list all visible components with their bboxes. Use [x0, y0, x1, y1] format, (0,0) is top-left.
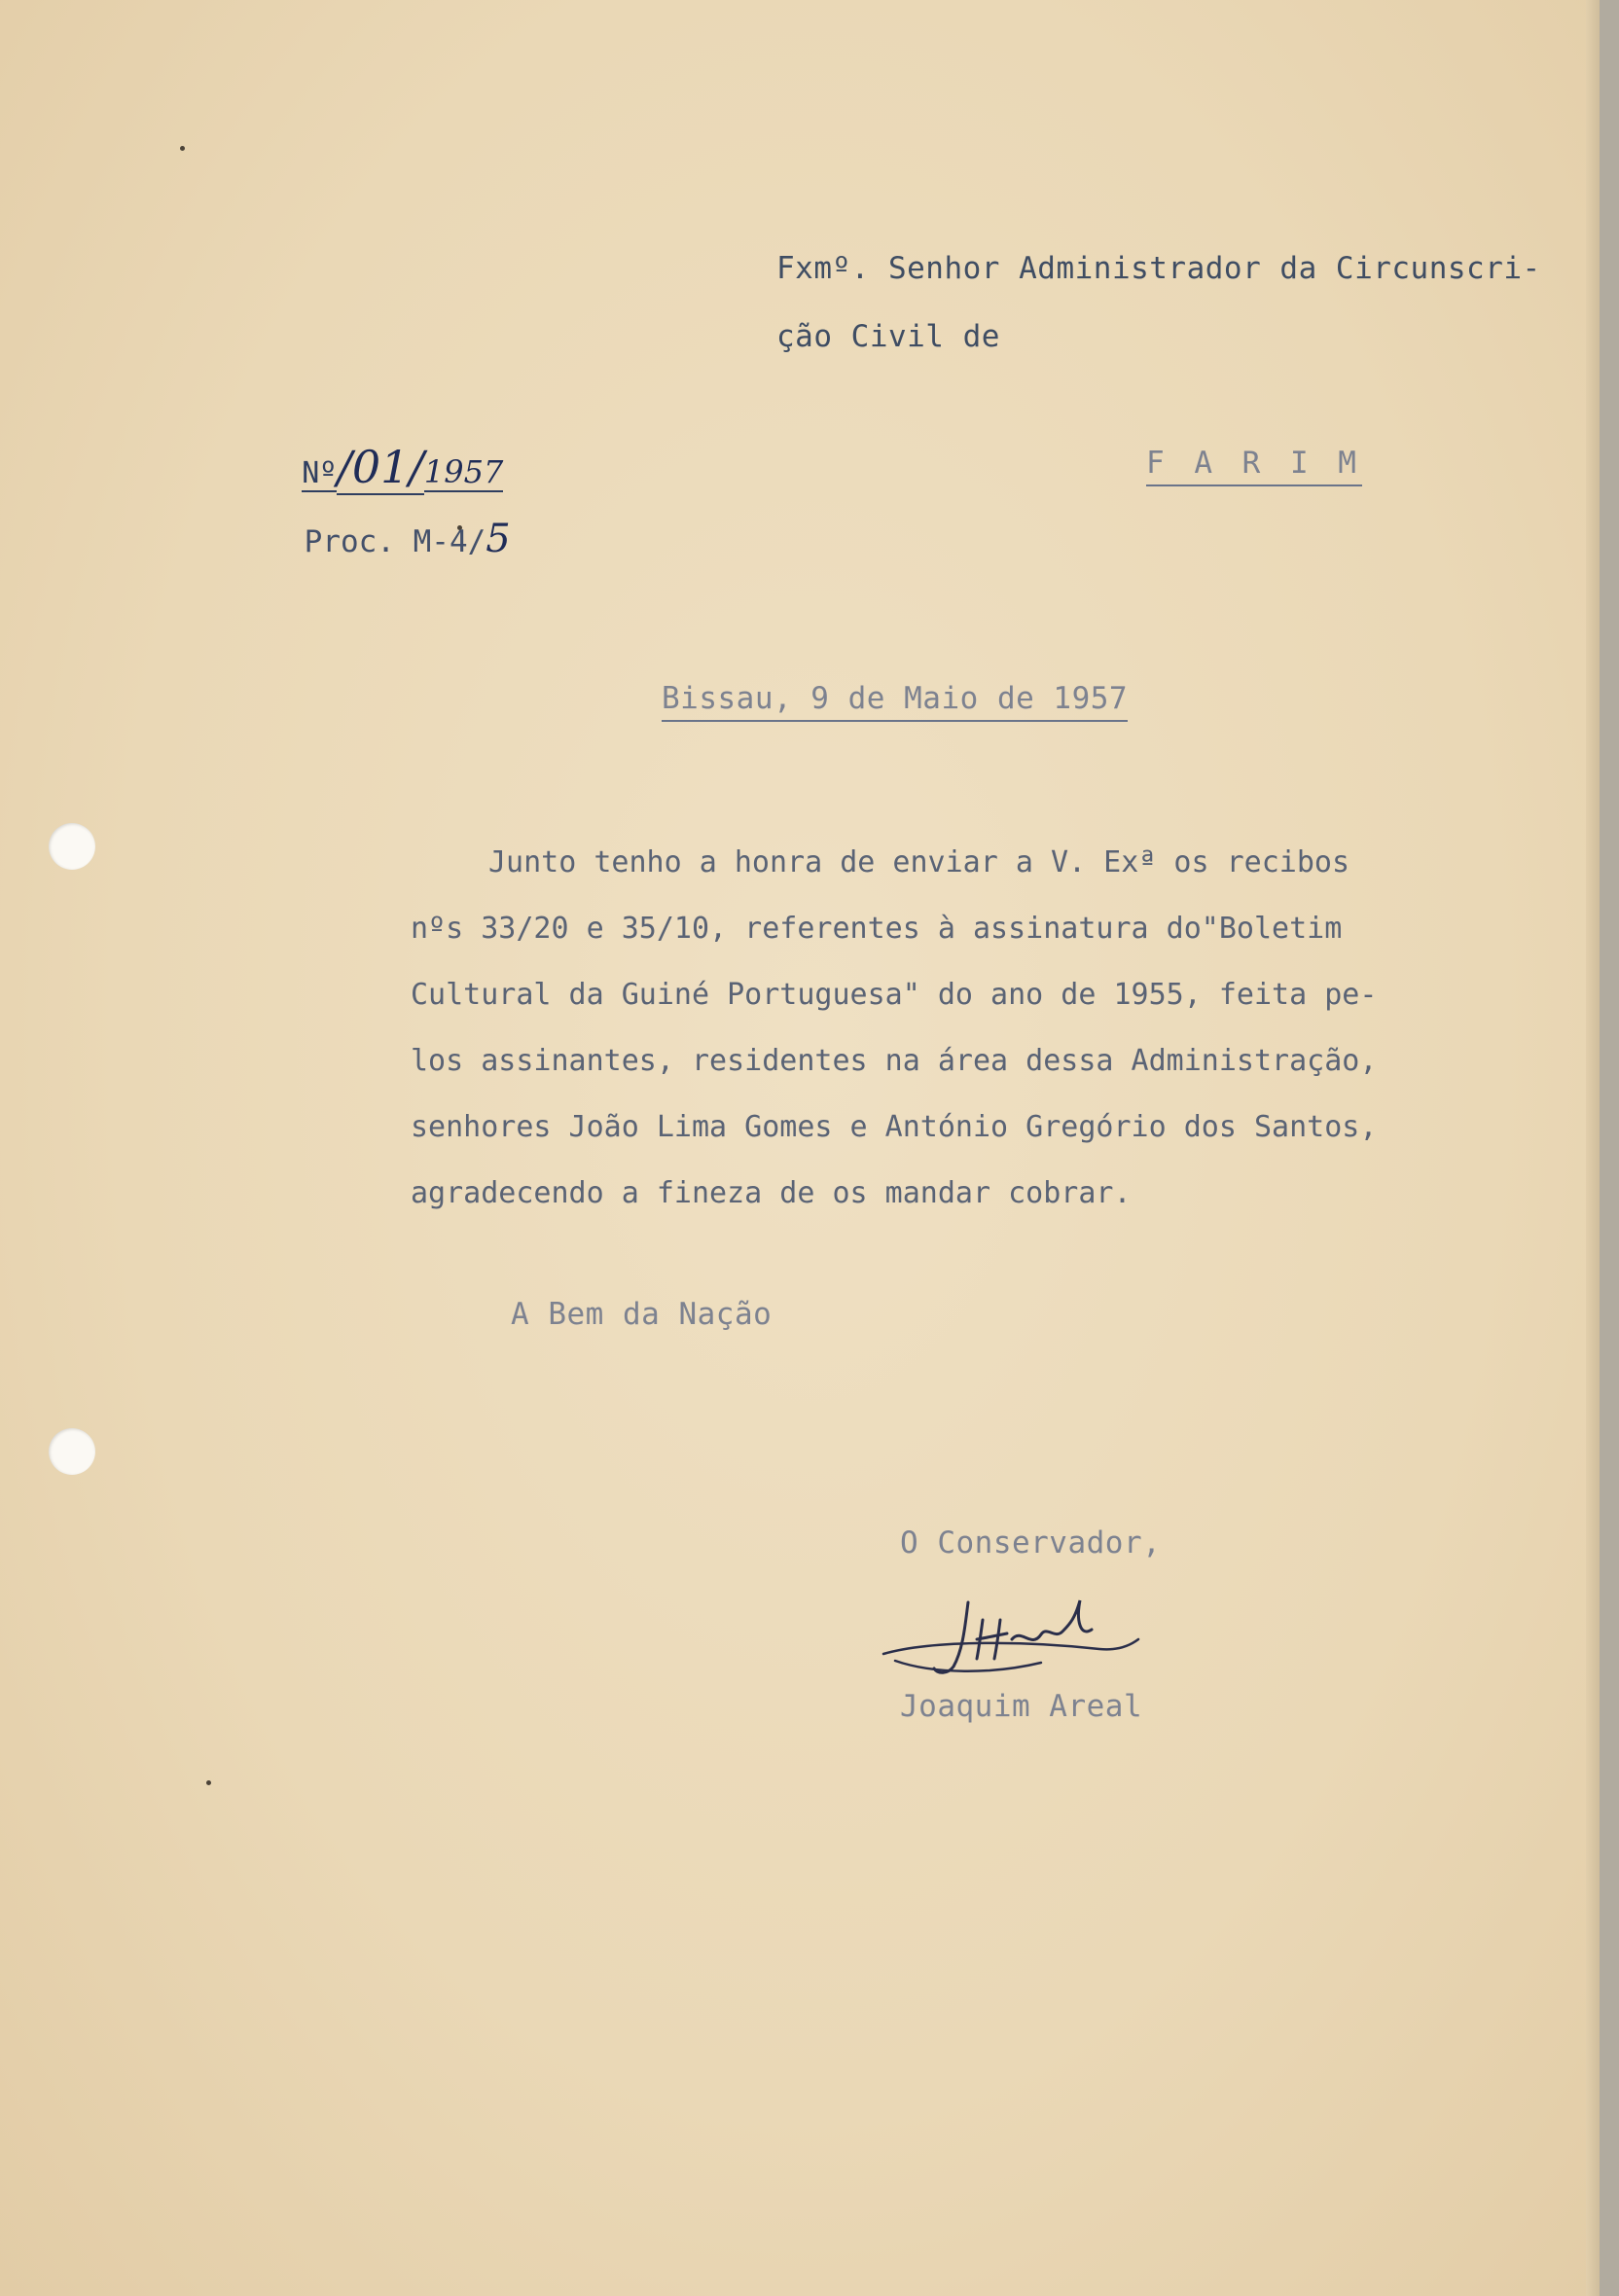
ref-year: 1957 [423, 453, 504, 490]
ref-number-handwritten: /01/ [337, 441, 424, 493]
process-reference [232, 482, 511, 596]
ref-prefix: Nº [302, 456, 338, 490]
proc-prefix: Proc. M-4/ [304, 524, 486, 559]
signer-name: Joaquim Areal [900, 1689, 1143, 1724]
signer-title: O Conservador, [900, 1525, 1162, 1561]
proc-handwritten: 5 [486, 517, 511, 561]
body-line: los assinantes, residentes na área dessa Administração, [411, 1044, 1378, 1078]
punch-hole-top [49, 823, 95, 870]
letter-body [411, 830, 1500, 1227]
page-edge-shadow [1586, 0, 1600, 2296]
body-line: nºs 33/20 e 35/10, referentes à assinatura do"Boletim [411, 912, 1343, 946]
body-line: Cultural da Guiné Portuguesa" do ano de 1955, feita pe- [411, 978, 1378, 1012]
body-line: Junto tenho a honra de enviar a V. Exª os recibos [488, 845, 1350, 879]
page-edge [1600, 0, 1619, 2296]
paper-speck [180, 146, 185, 151]
address-line-1: Fxmº. Senhor Administrador da Circunscri- [776, 251, 1541, 286]
body-line: agradecendo a fineza de os mandar cobrar. [411, 1176, 1132, 1210]
letter-date: Bissau, 9 de Maio de 1957 [662, 681, 1128, 722]
paper-speck [206, 1780, 211, 1785]
destination: F A R I M [1146, 446, 1362, 486]
punch-hole-bottom [49, 1428, 95, 1475]
body-line: senhores João Lima Gomes e António Gregório dos Santos, [411, 1110, 1378, 1144]
closing-salutation: A Bem da Nação [511, 1297, 773, 1332]
address-line-2: ção Civil de [776, 319, 1000, 354]
handwritten-signature [876, 1581, 1148, 1688]
